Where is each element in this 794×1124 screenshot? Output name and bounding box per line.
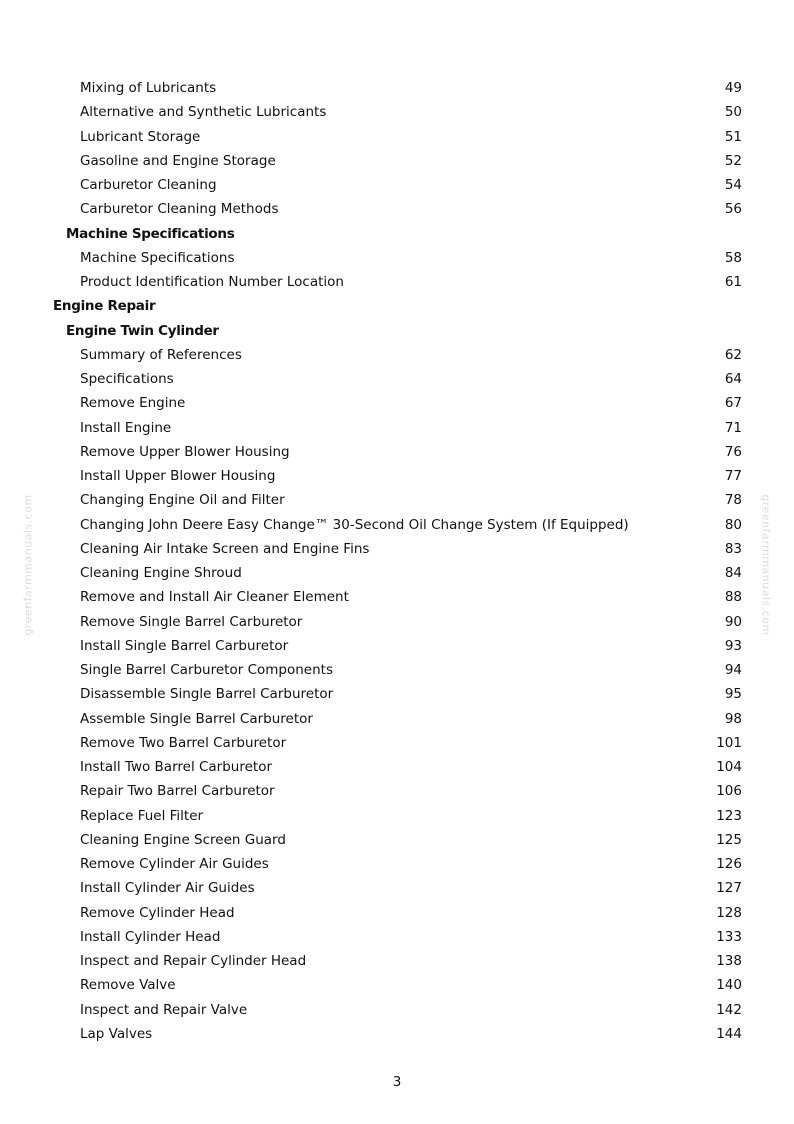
toc-entry-page: 144 bbox=[716, 1025, 742, 1042]
toc-entry[interactable] bbox=[0, 416, 794, 440]
toc-entry-page: 94 bbox=[724, 662, 742, 678]
toc-entry-page: 61 bbox=[724, 274, 742, 290]
toc-entry-title: Remove Cylinder Head bbox=[80, 904, 235, 921]
toc-entry-page: 133 bbox=[716, 928, 742, 945]
toc-entry-title: Install Cylinder Air Guides bbox=[80, 880, 255, 897]
toc-entry[interactable] bbox=[0, 1022, 794, 1046]
toc-section-heading[interactable] bbox=[0, 222, 794, 246]
toc-entry-title: Cleaning Engine Shroud bbox=[80, 565, 242, 581]
toc-entry-title: Remove Engine bbox=[80, 395, 186, 412]
toc-entry[interactable] bbox=[0, 973, 794, 997]
toc-entry-title: Product Identification Number Location bbox=[80, 274, 344, 290]
toc-entry[interactable] bbox=[0, 149, 794, 173]
toc-entry-title: Repair Two Barrel Carburetor bbox=[80, 783, 275, 800]
toc-entry[interactable] bbox=[0, 100, 794, 124]
toc-entry-page: 93 bbox=[724, 637, 742, 654]
toc-entry[interactable] bbox=[0, 197, 794, 221]
toc-entry[interactable] bbox=[0, 464, 794, 488]
toc-entry[interactable] bbox=[0, 125, 794, 149]
toc-entry-page: 83 bbox=[724, 540, 742, 557]
toc-entry[interactable] bbox=[0, 343, 794, 367]
toc-entry-title: Remove Upper Blower Housing bbox=[80, 443, 290, 460]
toc-entry-title: Engine Repair bbox=[53, 298, 156, 315]
toc-entry[interactable] bbox=[0, 658, 794, 682]
toc-entry[interactable] bbox=[0, 707, 794, 731]
watermark-right: greenfarmmanuals.com bbox=[759, 494, 773, 636]
toc-entry-page: 126 bbox=[716, 856, 742, 872]
toc-entry-page: 95 bbox=[724, 686, 742, 703]
toc-entry-title: Specifications bbox=[80, 371, 174, 387]
toc-entry-page: 88 bbox=[724, 589, 742, 606]
toc-entry-page: 54 bbox=[724, 177, 742, 193]
toc-entry-title: Inspect and Repair Cylinder Head bbox=[80, 953, 307, 969]
toc-entry-page: 64 bbox=[724, 371, 742, 387]
toc-entry-title: Cleaning Engine Screen Guard bbox=[80, 831, 286, 848]
toc-entry[interactable] bbox=[0, 173, 794, 197]
toc-entry-page: 76 bbox=[724, 443, 742, 460]
toc-entry[interactable] bbox=[0, 779, 794, 803]
toc-entry-page: 58 bbox=[724, 249, 742, 266]
toc-entry-title: Remove Cylinder Air Guides bbox=[80, 856, 269, 872]
toc-entry-title: Gasoline and Engine Storage bbox=[80, 152, 276, 169]
toc-entry-title: Single Barrel Carburetor Components bbox=[80, 662, 333, 678]
toc-entry[interactable] bbox=[0, 876, 794, 900]
toc-entry-title: Assemble Single Barrel Carburetor bbox=[80, 710, 313, 727]
toc-entry-page: 127 bbox=[716, 880, 742, 897]
toc-entry[interactable] bbox=[0, 391, 794, 415]
toc-entry-page: 80 bbox=[724, 516, 742, 533]
toc-entry[interactable] bbox=[0, 852, 794, 876]
toc-entry-page: 104 bbox=[716, 759, 742, 775]
toc-entry-title: Install Engine bbox=[80, 419, 172, 436]
toc-entry-page: 71 bbox=[724, 419, 742, 436]
toc-entry-title: Install Single Barrel Carburetor bbox=[80, 637, 289, 654]
toc-entry-page: 52 bbox=[724, 152, 742, 169]
toc-entry-title: Changing John Deere Easy Change™ 30-Second Oil Change System (If Equipped) bbox=[80, 516, 629, 533]
toc-entry-page: 90 bbox=[724, 613, 742, 630]
watermark-left: greenfarmmanuals.com bbox=[21, 494, 35, 636]
toc-entry-title: Engine Twin Cylinder bbox=[66, 322, 219, 339]
toc-entry-title: Machine Specifications bbox=[66, 225, 235, 242]
toc-entry[interactable] bbox=[0, 367, 794, 391]
toc-entry[interactable] bbox=[0, 561, 794, 585]
toc-entry[interactable] bbox=[0, 246, 794, 270]
toc-entry-title: Summary of References bbox=[80, 346, 242, 363]
toc-entry-title: Cleaning Air Intake Screen and Engine Fins bbox=[80, 540, 370, 557]
table-of-contents bbox=[0, 76, 794, 1046]
toc-entry-title: Install Upper Blower Housing bbox=[80, 468, 276, 484]
toc-entry-page: 98 bbox=[724, 710, 742, 727]
toc-entry-title: Lubricant Storage bbox=[80, 128, 201, 145]
toc-entry-title: Inspect and Repair Valve bbox=[80, 1001, 248, 1018]
toc-entry[interactable] bbox=[0, 76, 794, 100]
toc-entry[interactable] bbox=[0, 270, 794, 294]
toc-entry-page: 67 bbox=[724, 395, 742, 412]
toc-entry-title: Changing Engine Oil and Filter bbox=[80, 492, 285, 509]
toc-entry-page: 84 bbox=[724, 565, 742, 581]
toc-entry[interactable] bbox=[0, 755, 794, 779]
toc-entry-page: 140 bbox=[716, 977, 742, 994]
toc-entry-title: Remove Single Barrel Carburetor bbox=[80, 613, 303, 630]
toc-entry[interactable] bbox=[0, 537, 794, 561]
toc-entry-page: 51 bbox=[724, 128, 742, 145]
toc-entry-page: 128 bbox=[716, 904, 742, 921]
toc-entry-title: Install Cylinder Head bbox=[80, 928, 221, 945]
toc-entry-title: Remove Valve bbox=[80, 977, 176, 994]
toc-entry[interactable] bbox=[0, 998, 794, 1022]
toc-entry-title: Carburetor Cleaning bbox=[80, 177, 217, 193]
toc-entry[interactable] bbox=[0, 440, 794, 464]
toc-entry[interactable] bbox=[0, 925, 794, 949]
toc-entry-title: Mixing of Lubricants bbox=[80, 80, 217, 96]
toc-entry-page: 77 bbox=[724, 468, 742, 484]
toc-entry-title: Carburetor Cleaning Methods bbox=[80, 201, 279, 218]
toc-entry-title: Lap Valves bbox=[80, 1025, 153, 1042]
toc-entry[interactable] bbox=[0, 804, 794, 828]
toc-entry-title: Alternative and Synthetic Lubricants bbox=[80, 104, 327, 121]
toc-entry-page: 56 bbox=[724, 201, 742, 218]
toc-entry[interactable] bbox=[0, 682, 794, 706]
toc-section-heading[interactable] bbox=[0, 319, 794, 343]
toc-entry[interactable] bbox=[0, 585, 794, 609]
toc-entry-title: Remove and Install Air Cleaner Element bbox=[80, 589, 349, 606]
toc-entry-title: Replace Fuel Filter bbox=[80, 807, 204, 824]
toc-entry-title: Install Two Barrel Carburetor bbox=[80, 759, 273, 775]
toc-entry-page: 78 bbox=[724, 492, 742, 509]
toc-entry[interactable] bbox=[0, 731, 794, 755]
toc-entry-page: 50 bbox=[724, 104, 742, 121]
toc-entry-title: Remove Two Barrel Carburetor bbox=[80, 734, 287, 751]
toc-entry[interactable] bbox=[0, 634, 794, 658]
toc-entry-page: 125 bbox=[716, 831, 742, 848]
toc-entry[interactable] bbox=[0, 610, 794, 634]
toc-section-heading[interactable] bbox=[0, 294, 794, 318]
toc-entry-page: 123 bbox=[716, 807, 742, 824]
toc-entry[interactable] bbox=[0, 488, 794, 512]
toc-entry-page: 62 bbox=[724, 346, 742, 363]
toc-entry[interactable] bbox=[0, 901, 794, 925]
toc-entry[interactable] bbox=[0, 828, 794, 852]
toc-entry-title: Machine Specifications bbox=[80, 249, 235, 266]
toc-entry-page: 142 bbox=[716, 1001, 742, 1018]
toc-entry-title: Disassemble Single Barrel Carburetor bbox=[80, 686, 334, 703]
toc-entry-page: 49 bbox=[724, 80, 742, 96]
toc-entry[interactable] bbox=[0, 949, 794, 973]
page-number: 3 bbox=[392, 1074, 402, 1090]
toc-entry-page: 138 bbox=[716, 953, 742, 969]
toc-entry-page: 106 bbox=[716, 783, 742, 800]
toc-entry[interactable] bbox=[0, 513, 794, 537]
toc-entry-page: 101 bbox=[716, 734, 742, 751]
